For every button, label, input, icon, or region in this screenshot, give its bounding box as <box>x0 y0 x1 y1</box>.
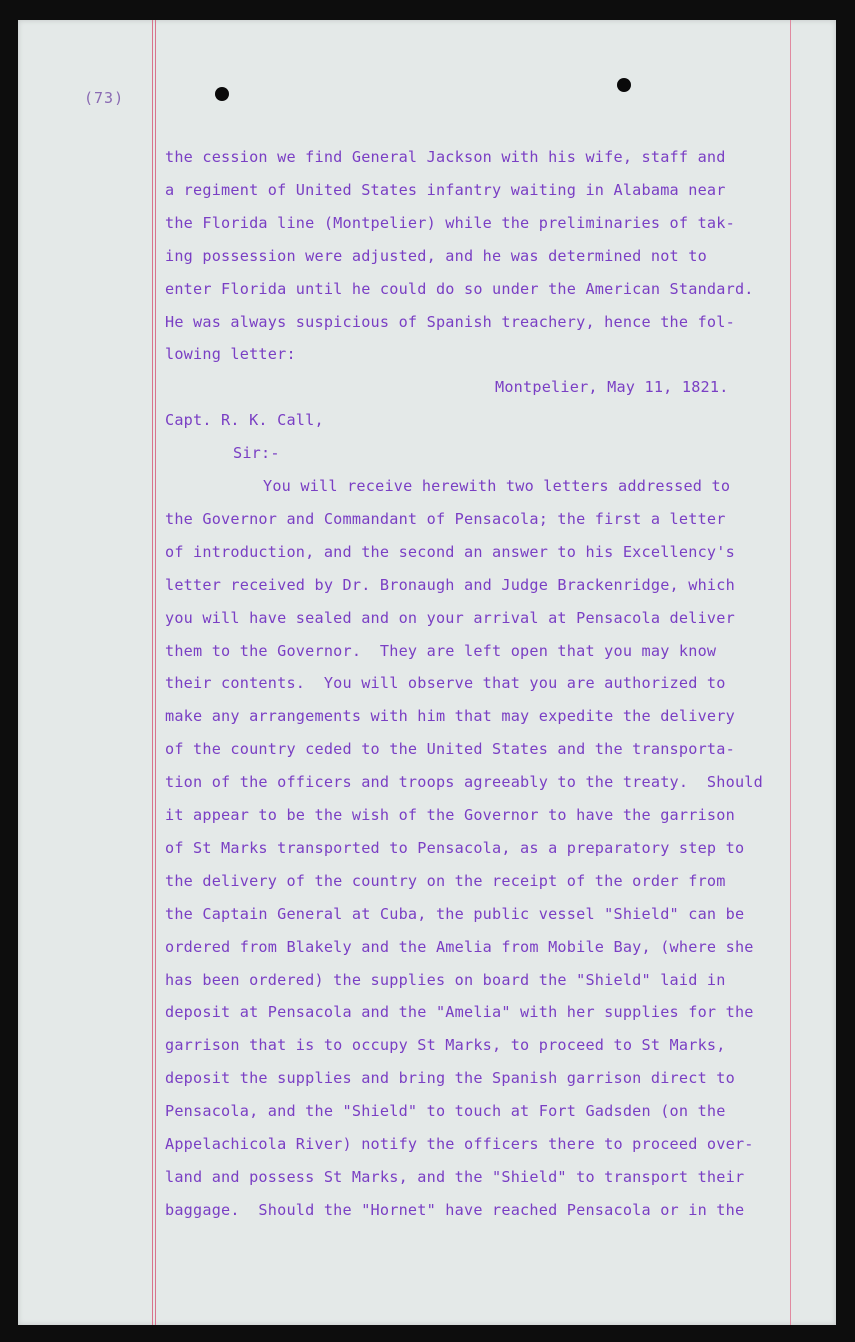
text-line: baggage. Should the "Hornet" have reached Pensacola or in the <box>165 1200 745 1219</box>
text-line: garrison that is to occupy St Marks, to proceed to St Marks, <box>165 1036 726 1055</box>
text-line: lowing letter: <box>165 345 296 364</box>
text-line: ing possession were adjusted, and he was determined not to <box>165 246 707 265</box>
text-line: Montpelier, May 11, 1821. <box>495 378 729 397</box>
text-line: the Captain General at Cuba, the public vessel "Shield" can be <box>165 904 745 923</box>
text-line: the Florida line (Montpelier) while the preliminaries of tak- <box>165 213 735 232</box>
text-line: tion of the officers and troops agreeably to the treaty. Should <box>165 773 763 792</box>
text-line: letter received by Dr. Bronaugh and Judge Brackenridge, which <box>165 575 735 594</box>
text-line: their contents. You will observe that you are authorized to <box>165 674 726 693</box>
text-line: He was always suspicious of Spanish treachery, hence the fol- <box>165 312 735 331</box>
text-line: a regiment of United States infantry waiting in Alabama near <box>165 180 726 199</box>
text-line: you will have sealed and on your arrival at Pensacola deliver <box>165 608 735 627</box>
text-line: the delivery of the country on the receipt of the order from <box>165 871 726 890</box>
text-line: them to the Governor. They are left open that you may know <box>165 641 717 660</box>
text-line: the cession we find General Jackson with his wife, staff and <box>165 148 726 166</box>
text-line: of St Marks transported to Pensacola, as a preparatory step to <box>165 838 745 857</box>
text-line: has been ordered) the supplies on board the "Shield" laid in <box>165 970 726 989</box>
punch-hole-right <box>617 78 631 92</box>
text-line: ordered from Blakely and the Amelia from Mobile Bay, (where she <box>165 937 754 956</box>
left-margin-line-inner <box>155 20 156 1325</box>
text-line: of the country ceded to the United States and the transporta- <box>165 740 735 759</box>
text-line: deposit at Pensacola and the "Amelia" with her supplies for the <box>165 1003 754 1022</box>
text-line: Appelachicola River) notify the officers there to proceed over- <box>165 1135 754 1153</box>
document-page <box>18 20 836 1325</box>
text-line: of introduction, and the second an answer to his Excellency's <box>165 542 735 561</box>
page-number: (73) <box>84 89 125 107</box>
right-margin-line <box>790 20 791 1325</box>
text-line: it appear to be the wish of the Governor to have the garrison <box>165 806 735 824</box>
text-line: Pensacola, and the "Shield" to touch at Fort Gadsden (on the <box>165 1102 726 1121</box>
punch-hole-left <box>215 87 229 101</box>
text-line: Sir:- <box>233 444 280 463</box>
text-line: deposit the supplies and bring the Spanish garrison direct to <box>165 1069 735 1088</box>
left-margin-line <box>152 20 153 1325</box>
text-line: You will receive herewith two letters addressed to <box>263 477 731 495</box>
text-line: make any arrangements with him that may expedite the delivery <box>165 707 735 726</box>
text-line: enter Florida until he could do so under the American Standard. <box>165 279 754 298</box>
text-line: land and possess St Marks, and the "Shield" to transport their <box>165 1167 745 1186</box>
text-line: Capt. R. K. Call, <box>165 411 324 430</box>
text-line: the Governor and Commandant of Pensacola; the first a letter <box>165 509 726 528</box>
